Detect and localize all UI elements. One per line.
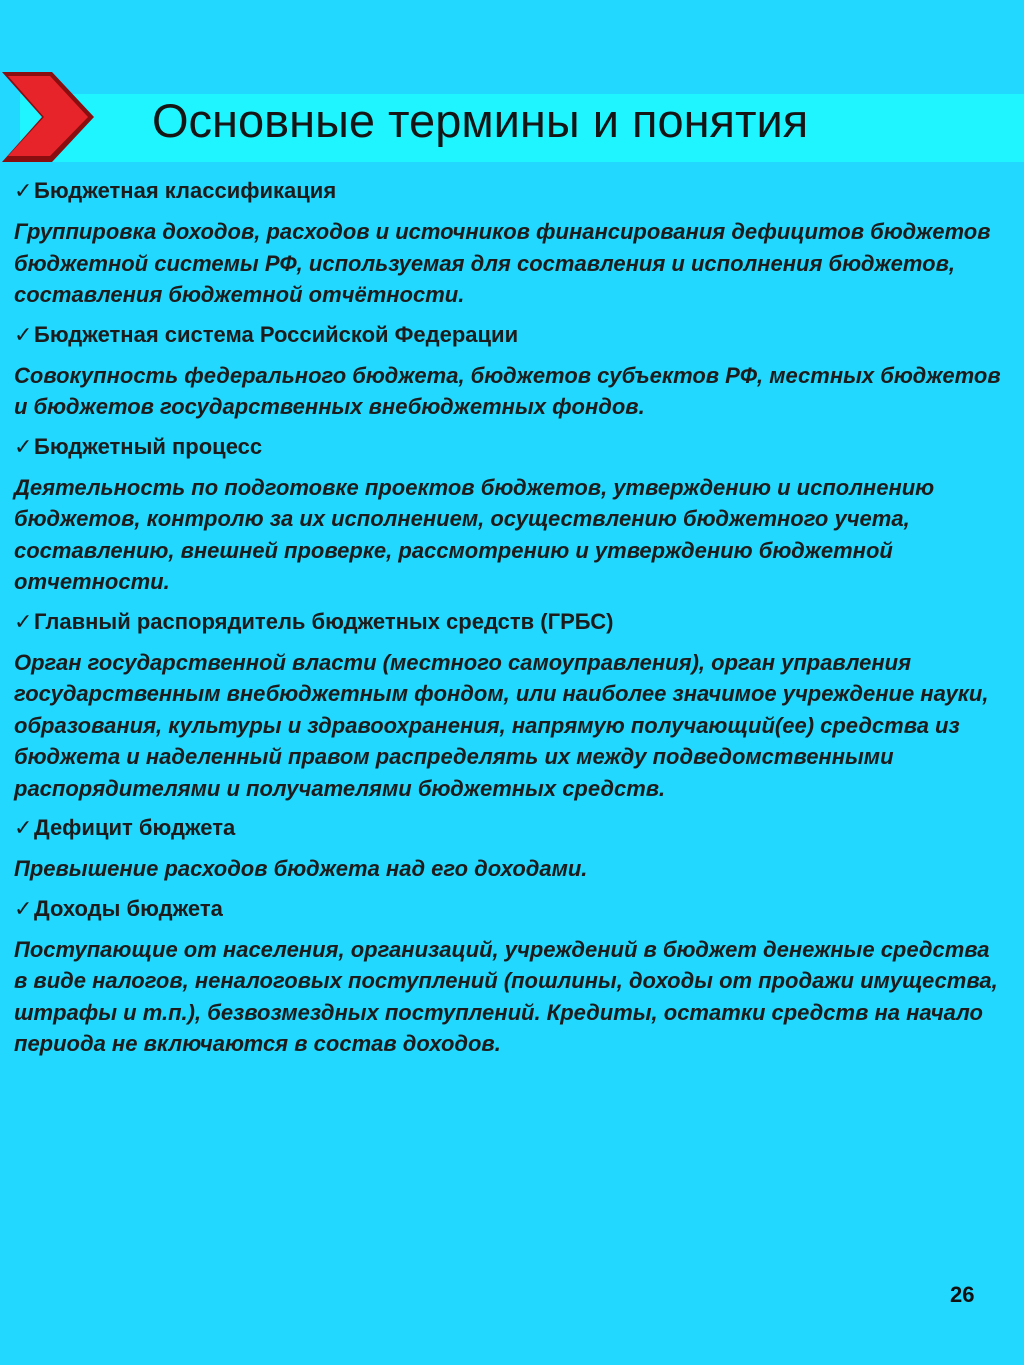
term-heading — [14, 431, 1004, 462]
check-icon: ✓ — [14, 178, 33, 203]
term-definition: Превышение расходов бюджета над его доходами. — [14, 856, 588, 881]
term-label: Дефицит бюджета — [34, 815, 236, 840]
check-icon: ✓ — [14, 895, 33, 921]
term-heading — [14, 606, 1004, 637]
term-label: Бюджетная классификация — [34, 178, 337, 203]
chevron-right-icon — [0, 70, 96, 164]
check-icon: ✓ — [14, 608, 33, 634]
term-label: Бюджетная система Российской Федерации — [34, 321, 519, 347]
term-label: Бюджетный процесс — [34, 433, 263, 459]
term-heading — [14, 175, 1004, 206]
term-definition: Поступающие от населения, организаций, учреждений в бюджет денежные средства в виде налогов, неналоговых поступлений (пошлины, доходы от продажи имущества, штрафы и т.п.), безвозмездных поступлений. Кредиты, остатки средств на начало периода не включаются в состав доходов. — [14, 936, 998, 1056]
term-definition: Деятельность по подготовке проектов бюджетов, утверждению и исполнению бюджетов, контролю за их исполнением, осуществлению бюджетного учета, составлению, внешней проверке, рассмотрению и утверждению бюджетной отчетности. — [14, 474, 935, 594]
terms-list — [14, 175, 1004, 1068]
page-number: 26 — [950, 1282, 975, 1307]
term-heading — [14, 812, 1004, 843]
check-icon: ✓ — [14, 815, 33, 840]
term-heading — [14, 319, 1004, 350]
page-title: Основные термины и понятия — [152, 94, 809, 147]
term-label: Доходы бюджета — [34, 895, 223, 921]
term-definition: Орган государственной власти (местного самоуправления), орган управления государственным внебюджетным фондом, или наиболее значимое учреждение науки, образования, культуры и здравоохранения, напрямую получающий(ее) средства из бюджета и наделенный правом распределять их между подведомственными распорядителями и получателями бюджетных средств. — [14, 649, 989, 801]
term-label: Главный распорядитель бюджетных средств (ГРБС) — [34, 608, 614, 634]
check-icon: ✓ — [14, 433, 33, 459]
term-definition: Совокупность федерального бюджета, бюджетов субъектов РФ, местных бюджетов и бюджетов государственных внебюджетных фондов. — [14, 362, 1001, 419]
term-heading — [14, 893, 1004, 924]
check-icon: ✓ — [14, 321, 33, 347]
term-definition: Группировка доходов, расходов и источников финансирования дефицитов бюджетов бюджетной системы РФ, используемая для составления и исполнения бюджетов, составления бюджетной отчётности. — [14, 219, 991, 307]
